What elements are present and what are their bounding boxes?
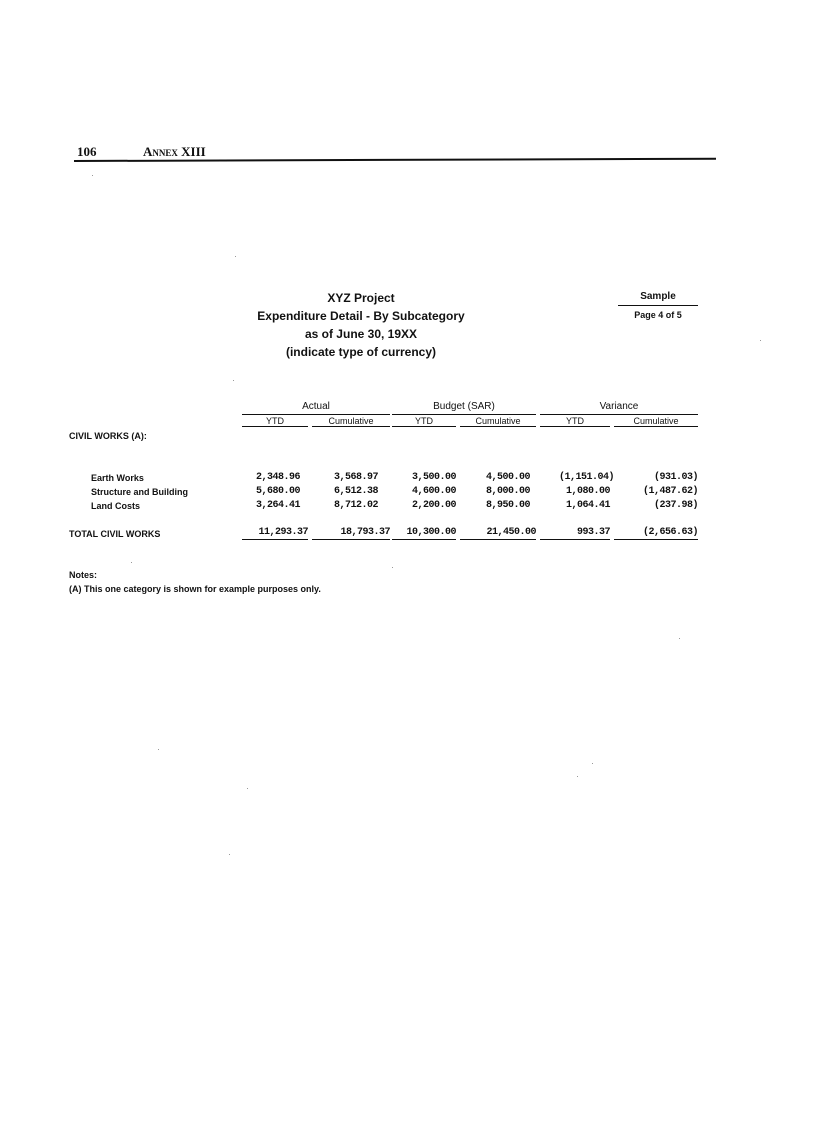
cell: 1,064.41 (565, 500, 610, 511)
page-of-label: Page 4 of 5 (634, 310, 682, 320)
scan-speck (679, 638, 680, 639)
total-cell: 993.37 (540, 527, 610, 540)
subheader-variance-ytd: YTD (540, 416, 610, 427)
subheader-actual-ytd: YTD (242, 416, 308, 427)
cell: 2,348.96 (255, 472, 300, 483)
total-label: TOTAL CIVIL WORKS (69, 529, 161, 539)
cell: 1,080.00 (565, 486, 610, 497)
group-rule-variance (540, 414, 698, 415)
group-rule-budget (392, 414, 536, 415)
note-item: (A) This one category is shown for example purposes only. (69, 584, 321, 594)
cell: 3,264.41 (255, 500, 300, 511)
scan-speck (233, 380, 234, 381)
scan-speck (592, 763, 593, 764)
cell: 5,680.00 (255, 486, 300, 497)
cell: 8,950.00 (485, 500, 530, 511)
subheader-variance-cumulative: Cumulative (614, 416, 698, 427)
row-label-land-costs: Land Costs (91, 501, 141, 511)
subheader-actual-cumulative: Cumulative (312, 416, 390, 427)
row-label-structure: Structure and Building (91, 487, 189, 497)
scan-speck (131, 562, 132, 563)
cell: (1,151.04) (558, 472, 614, 483)
scan-speck (92, 175, 93, 176)
scan-speck (392, 567, 393, 568)
subheader-budget-ytd: YTD (392, 416, 456, 427)
subheader-budget-cumulative: Cumulative (460, 416, 536, 427)
report-subtitle: Expenditure Detail - By Subcategory (257, 309, 465, 323)
notes-heading: Notes: (69, 570, 98, 580)
group-header-budget: Budget (SAR) (433, 401, 495, 412)
cell: (1,487.62) (642, 486, 698, 497)
cell: 3,500.00 (411, 472, 456, 483)
group-header-actual: Actual (302, 401, 330, 412)
scan-speck (760, 340, 761, 341)
total-cell: 21,450.00 (460, 527, 536, 540)
cell: 4,500.00 (485, 472, 530, 483)
row-label-earth-works: Earth Works (91, 473, 144, 483)
cell: 4,600.00 (411, 486, 456, 497)
scan-speck (158, 749, 159, 750)
scan-speck (577, 776, 578, 777)
total-cell: 11,293.37 (242, 527, 308, 540)
scan-speck (235, 256, 236, 257)
total-cell: 10,300.00 (392, 527, 456, 540)
group-header-variance: Variance (599, 401, 639, 412)
report-date: as of June 30, 19XX (304, 327, 418, 341)
annex-title: Annex XIII (143, 144, 206, 159)
group-rule-actual (242, 414, 390, 415)
cell: 6,512.38 (333, 486, 378, 497)
sample-rule (618, 305, 698, 306)
cell: 8,712.02 (333, 500, 378, 511)
scan-speck (229, 854, 230, 855)
cell: (931.03) (653, 472, 698, 483)
cell: 8,000.00 (485, 486, 530, 497)
page-number: 106 (77, 144, 97, 159)
total-cell: 18,793.37 (312, 527, 390, 540)
category-label: CIVIL WORKS (A): (69, 431, 147, 441)
report-title: XYZ Project (327, 291, 395, 305)
cell: (237.98) (653, 500, 698, 511)
currency-note: (indicate type of currency) (285, 345, 437, 359)
cell: 2,200.00 (411, 500, 456, 511)
cell: 3,568.97 (333, 472, 378, 483)
total-cell: (2,656.63) (614, 527, 698, 540)
sample-label: Sample (640, 291, 676, 302)
scan-speck (247, 788, 248, 789)
